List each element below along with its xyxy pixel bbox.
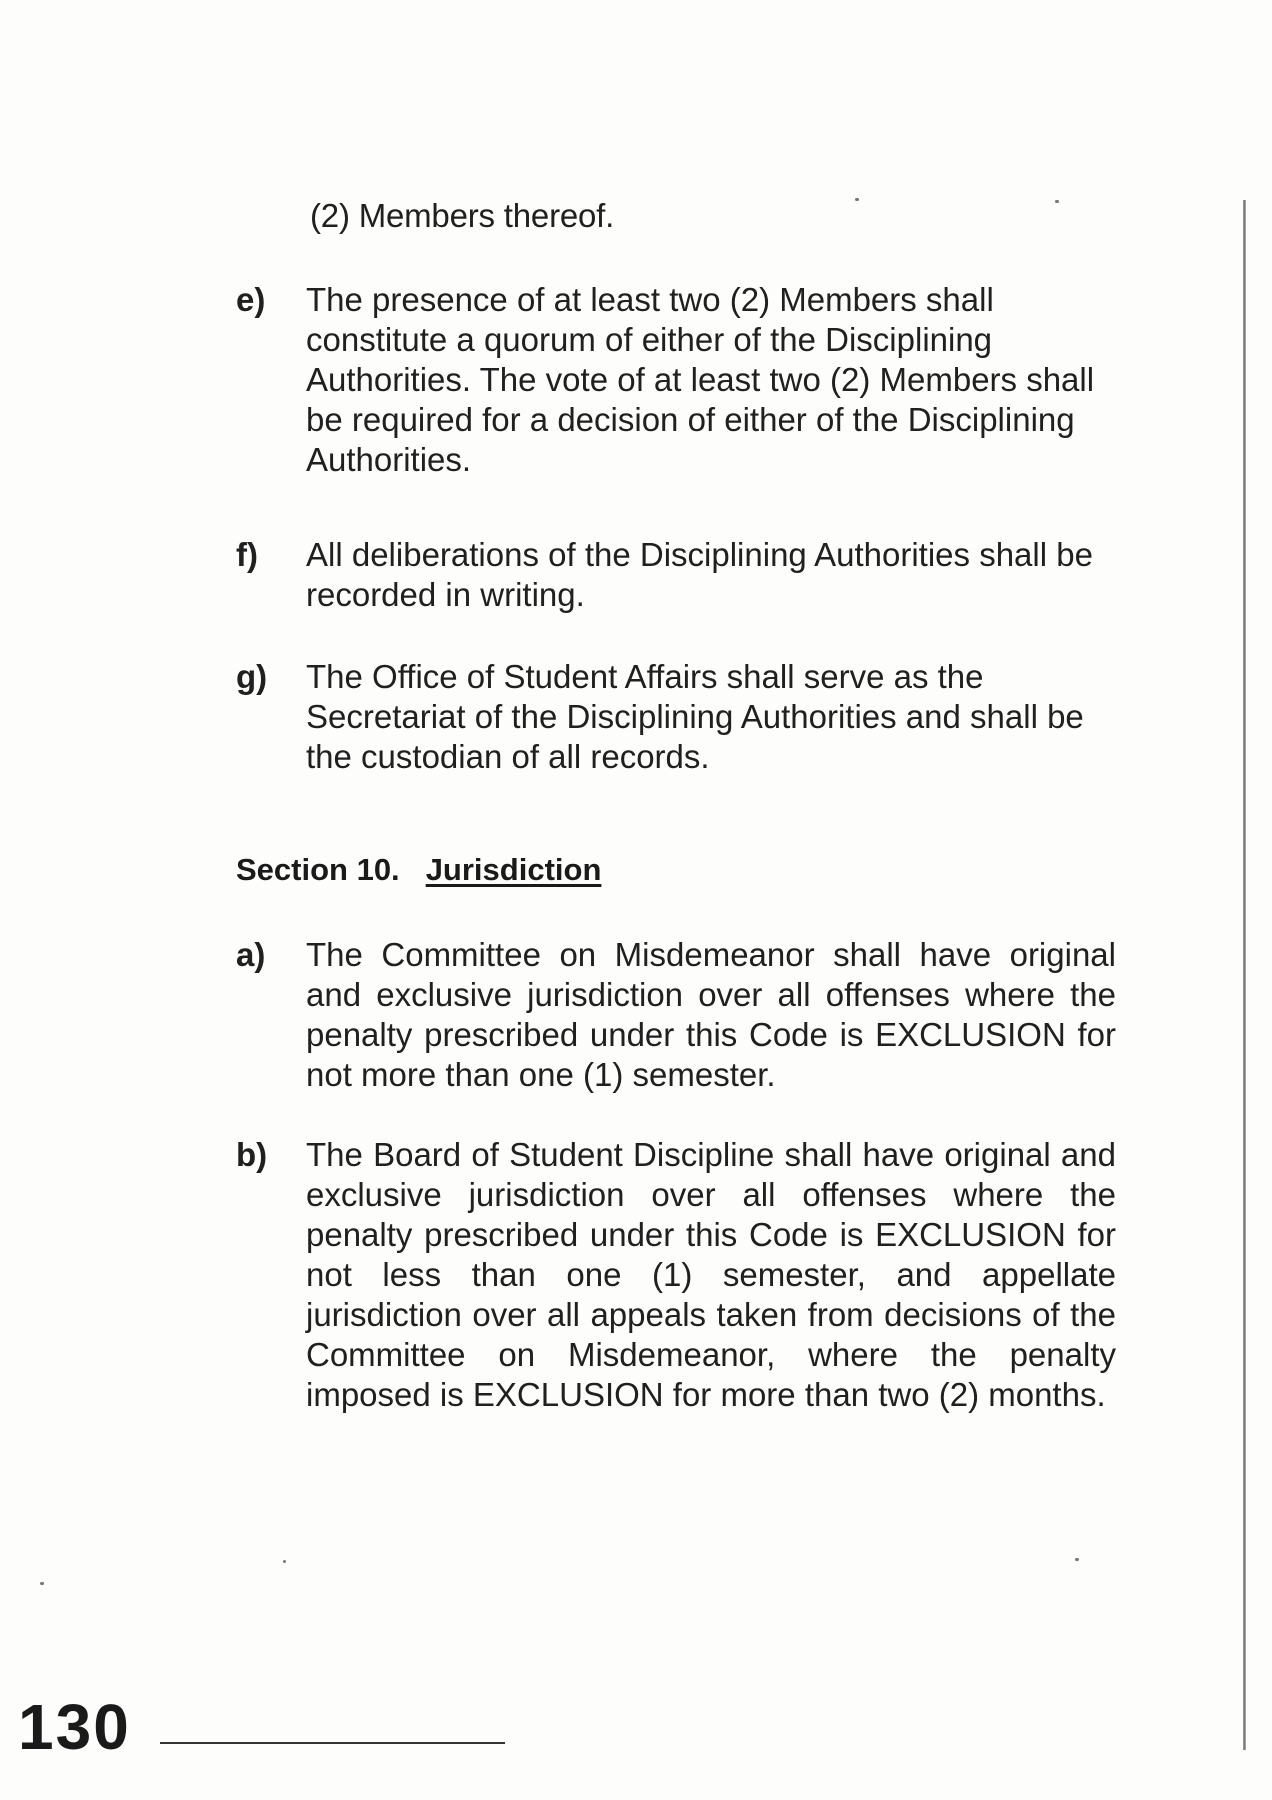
list-marker: a) [236,936,266,973]
scan-speck [1075,1558,1079,1561]
section-title: Jurisdiction [425,852,602,887]
scan-speck [40,1582,44,1585]
list-marker: e) [236,281,266,318]
list-item-a [236,935,1116,1095]
scan-speck [1055,200,1059,203]
list-item-text: The Board of Student Discipline shall have original and exclusive jurisdiction over all offenses where the penalty prescribed under this Code is EXCLUSION for not less than one (1) semester, and appellate jurisdiction over all appeals taken from decisions of the Committee on Misdemeanor, where the penalty imposed is EXCLUSION for more than two (2) months. [306,1136,1116,1413]
list-marker: f) [236,536,258,573]
section-number: Section 10. [236,852,400,887]
list-item-f [236,535,1116,615]
list-marker: g) [236,658,268,695]
list-item-e [236,280,1116,480]
scan-speck [855,198,859,201]
list-item-text: The Committee on Misdemeanor shall have original and exclusive jurisdiction over all offenses where the penalty prescribed under this Code is EXCLUSION for not more than one (1) semester. [306,936,1116,1093]
continuation-text: (2) Members thereof. [310,197,615,234]
list-item-g [236,657,1116,777]
page-edge-shadow [1243,200,1246,1750]
list-item-text: The presence of at least two (2) Members shall constitute a quorum of either of the Disciplining Authorities. The vote of at least two (2) Members shall be required for a decision of either of the Disciplining Authorities. [306,281,1095,478]
list-item-text: The Office of Student Affairs shall serve as the Secretariat of the Disciplining Authorities and shall be the custodian of all records. [306,658,1084,775]
list-item-text: All deliberations of the Disciplining Authorities shall be recorded in writing. [306,536,1093,613]
list-item-b [236,1135,1116,1415]
footer-rule [160,1742,505,1744]
page-number: 130 [18,1692,131,1750]
section-heading [236,850,601,890]
list-marker: b) [236,1136,268,1173]
scan-speck [283,1560,286,1563]
